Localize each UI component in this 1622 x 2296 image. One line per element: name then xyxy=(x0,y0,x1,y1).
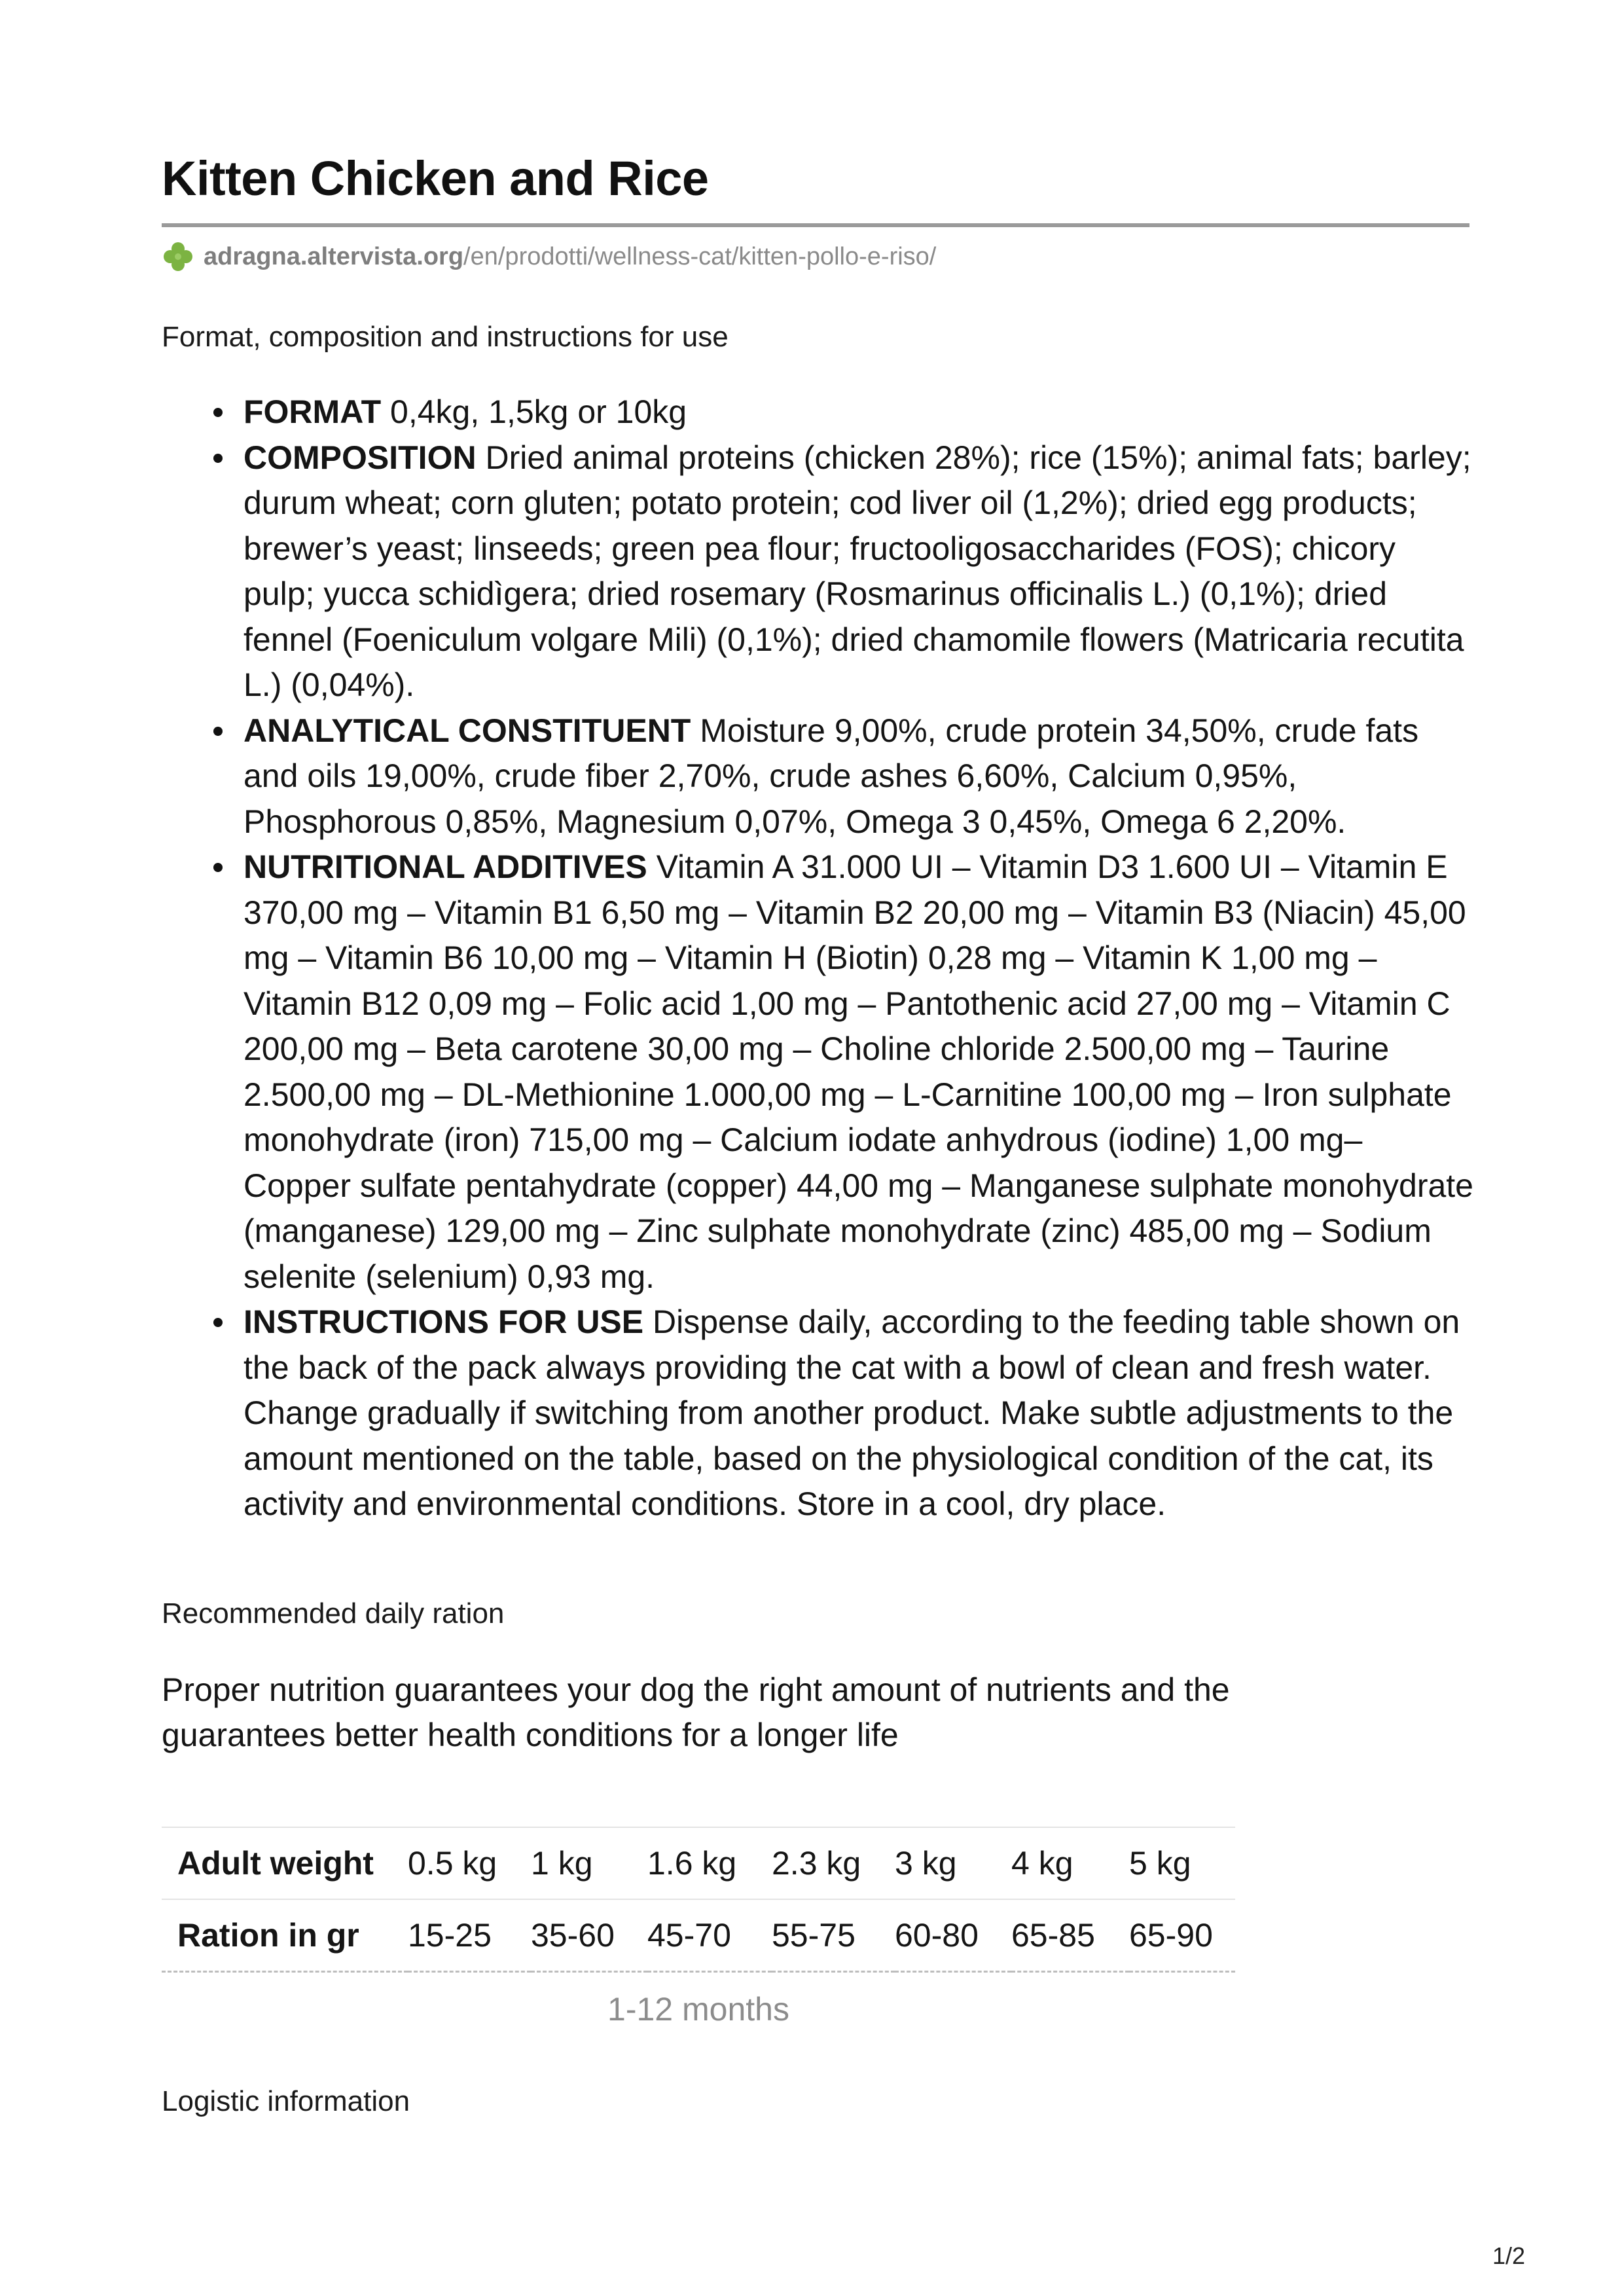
clover-icon xyxy=(162,240,194,273)
section-heading-ration: Recommended daily ration xyxy=(162,1597,505,1630)
list-item-text: Dried animal proteins (chicken 28%); rice (15%); animal fats; barley; durum wheat; corn gluten; potato protein; cod liver oil (1,2%); dried egg products; brewer’s yeast; linseeds; green pea flour; fructooligosaccharides (FOS); chicory pulp; yucca schidìgera; dried rosemary (Rosmarinus officinalis L.) (0,1%); dried fennel (Foeniculum volgare Mili) (0,1%); dried chamomile flowers (Matricaria recutita L.) (0,04%). xyxy=(243,439,1471,703)
table-header-ration: Ration in gr xyxy=(162,1899,408,1971)
list-item-analytical xyxy=(243,708,1474,845)
table-cell: 3 kg xyxy=(895,1827,1011,1899)
page-title: Kitten Chicken and Rice xyxy=(162,151,709,206)
title-divider xyxy=(162,223,1469,227)
list-item-label: NUTRITIONAL ADDITIVES xyxy=(243,848,647,885)
table-cell: 4 kg xyxy=(1011,1827,1129,1899)
table-cell: 5 kg xyxy=(1129,1827,1235,1899)
source-link[interactable] xyxy=(162,239,936,274)
table-cell: 0.5 kg xyxy=(408,1827,531,1899)
table-cell: 65-90 xyxy=(1129,1899,1235,1971)
list-item-text: Vitamin A 31.000 UI – Vitamin D3 1.600 UI – Vitamin E 370,00 mg – Vitamin B1 6,50 mg – Vitamin B2 20,00 mg – Vitamin B3 (Niacin) 45,00 mg – Vitamin B6 10,00 mg – Vitamin H (Biotin) 0,28 mg – Vitamin K 1,00 mg – Vitamin B12 0,09 mg – Folic acid 1,00 mg – Pantothenic acid 27,00 mg – Vitamin C 200,00 mg – Beta carotene 30,00 mg – Choline chloride 2.500,00 mg – Taurine 2.500,00 mg – DL-Methionine 1.000,00 mg – L-Carnitine 100,00 mg – Iron sulphate monohydrate (iron) 715,00 mg – Calcium iodate anhydrous (iodine) 1,00 mg– Copper sulfate pentahydrate (copper) 44,00 mg – Manganese sulphate monohydrate (manganese) 129,00 mg – Zinc sulphate monohydrate (zinc) 485,00 mg – Sodium selenite (selenium) 0,93 mg. xyxy=(243,848,1473,1295)
list-item-label: FORMAT xyxy=(243,393,382,430)
product-details-list xyxy=(243,390,1474,1527)
list-item-label: COMPOSITION xyxy=(243,439,477,476)
section-heading-format: Format, composition and instructions for use xyxy=(162,321,729,353)
table-row-weight xyxy=(162,1827,1235,1899)
list-item-text: Dispense daily, according to the feeding table shown on the back of the pack always providing the cat with a bowl of clean and fresh water. Change gradually if switching from another product. Make subtle adjustments to the amount mentioned on the table, based on the physiological condition of the cat, its activity and environmental conditions. Store in a cool, dry place. xyxy=(243,1303,1460,1522)
list-item-label: ANALYTICAL CONSTITUENT xyxy=(243,712,691,749)
section-heading-logistic: Logistic information xyxy=(162,2085,410,2117)
list-item-instructions xyxy=(243,1300,1474,1527)
source-path: /en/prodotti/wellness-cat/kitten-pollo-e-riso/ xyxy=(463,242,937,270)
table-row-ration xyxy=(162,1899,1235,1971)
table-cell: 65-85 xyxy=(1011,1899,1129,1971)
list-item-text: Moisture 9,00%, crude protein 34,50%, crude fats and oils 19,00%, crude fiber 2,70%, crude ashes 6,60%, Calcium 0,95%, Phosphorous 0,85%, Magnesium 0,07%, Omega 3 0,45%, Omega 6 2,20%. xyxy=(243,712,1419,840)
table-caption-age: 1-12 months xyxy=(607,1991,789,2028)
ration-intro: Proper nutrition guarantees your dog the right amount of nutrients and the guarantees better health conditions for a longer life xyxy=(162,1671,1230,1753)
table-cell: 35-60 xyxy=(531,1899,647,1971)
page-number: 1/2 xyxy=(1492,2242,1525,2269)
table-cell: 60-80 xyxy=(895,1899,1011,1971)
table-cell: 55-75 xyxy=(772,1899,895,1971)
table-cell: 1 kg xyxy=(531,1827,647,1899)
list-item-text: 0,4kg, 1,5kg or 10kg xyxy=(381,393,687,430)
list-item-label: INSTRUCTIONS FOR USE xyxy=(243,1303,644,1340)
table-cell: 1.6 kg xyxy=(647,1827,772,1899)
list-item-format xyxy=(243,390,1474,435)
table-cell: 2.3 kg xyxy=(772,1827,895,1899)
table-header-weight: Adult weight xyxy=(162,1827,408,1899)
table-cell: 15-25 xyxy=(408,1899,531,1971)
table-cell: 45-70 xyxy=(647,1899,772,1971)
ration-table xyxy=(162,1827,1235,1973)
list-item-additives xyxy=(243,845,1474,1300)
source-domain: adragna.altervista.org xyxy=(204,242,464,270)
list-item-composition xyxy=(243,435,1474,708)
